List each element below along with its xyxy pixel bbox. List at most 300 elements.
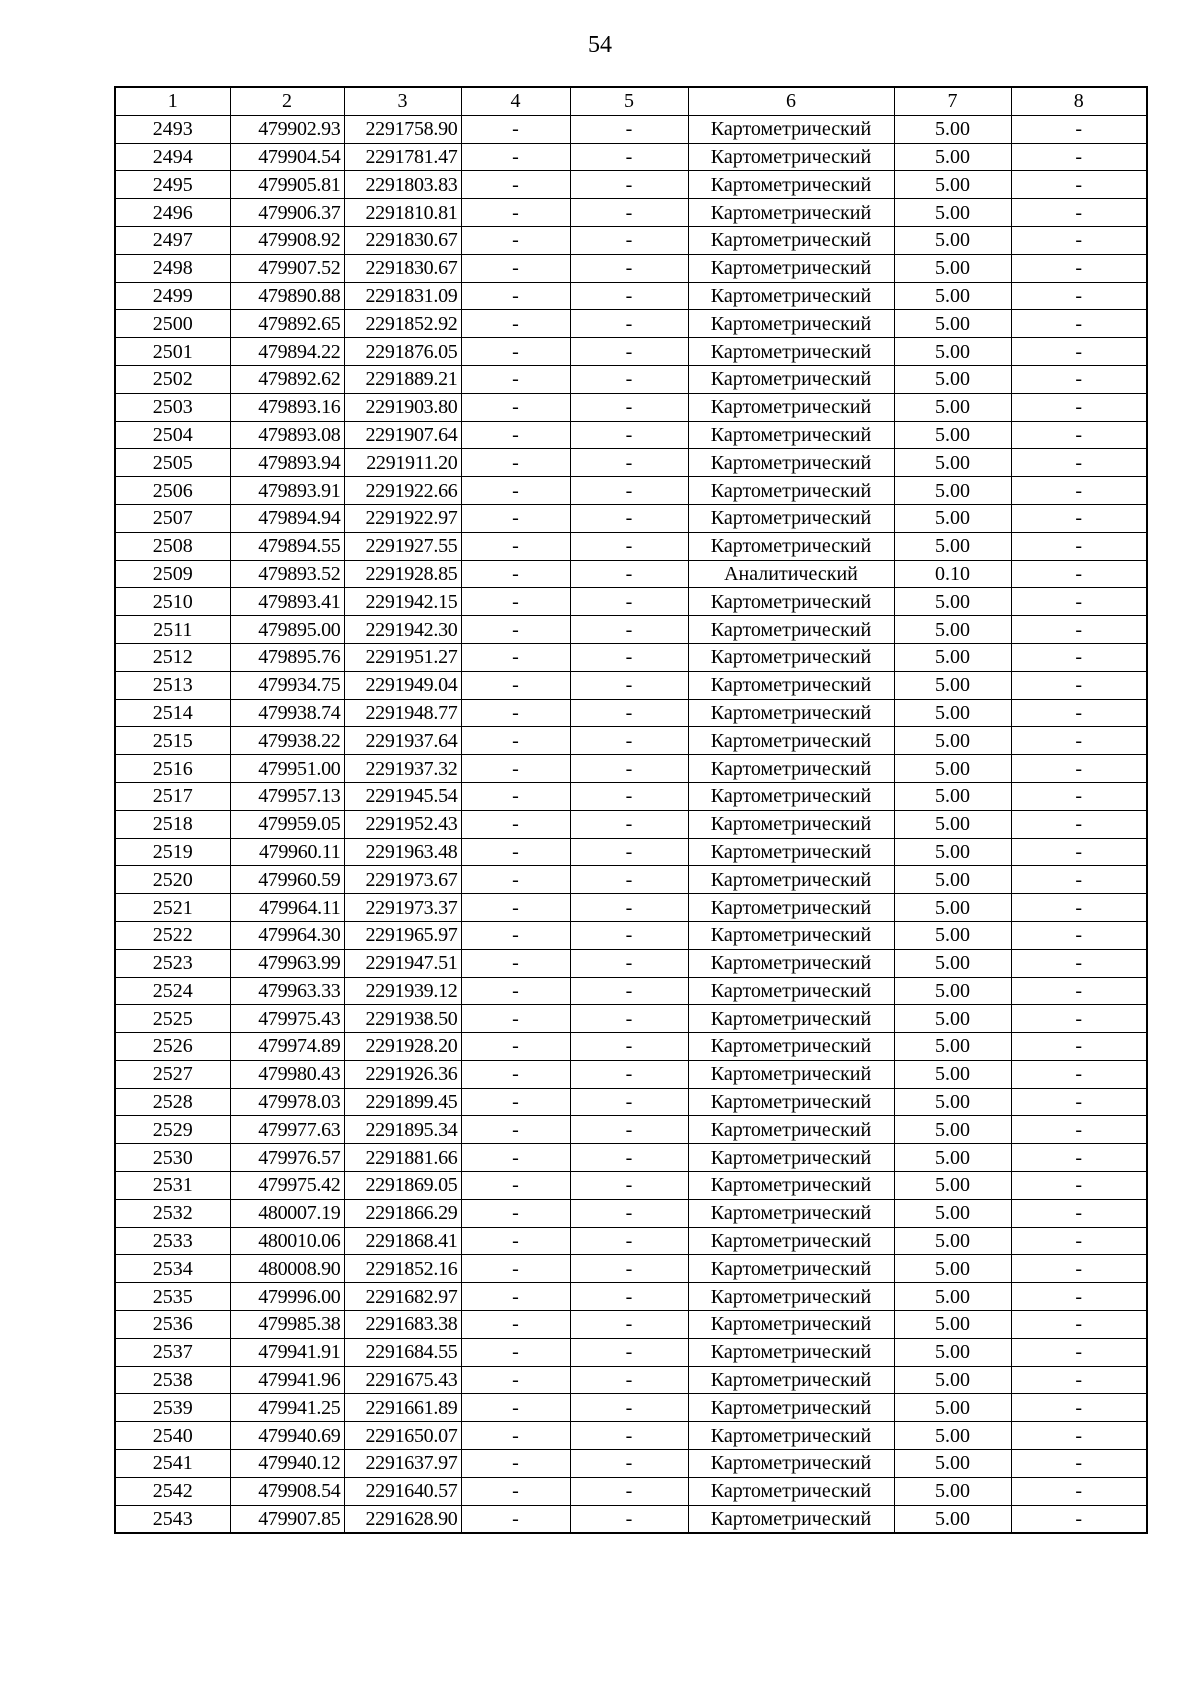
x-coordinate-cell: 479893.16 — [230, 393, 344, 421]
col4-cell: - — [461, 1227, 570, 1255]
x-coordinate-cell: 479957.13 — [230, 782, 344, 810]
accuracy-cell: 5.00 — [894, 727, 1011, 755]
accuracy-cell: 5.00 — [894, 1283, 1011, 1311]
col8-cell: - — [1011, 143, 1147, 171]
x-coordinate-cell: 479938.74 — [230, 699, 344, 727]
col4-cell: - — [461, 393, 570, 421]
y-coordinate-cell: 2291947.51 — [344, 949, 461, 977]
col5-cell: - — [570, 143, 688, 171]
col8-cell: - — [1011, 949, 1147, 977]
col4-cell: - — [461, 588, 570, 616]
point-number-cell: 2498 — [115, 254, 230, 282]
y-coordinate-cell: 2291684.55 — [344, 1338, 461, 1366]
table-row — [115, 1255, 1147, 1283]
col4-cell: - — [461, 226, 570, 254]
y-coordinate-cell: 2291939.12 — [344, 977, 461, 1005]
table-row — [115, 1477, 1147, 1505]
method-cell: Картометрический — [688, 1505, 894, 1533]
col4-cell: - — [461, 1338, 570, 1366]
method-cell: Картометрический — [688, 1255, 894, 1283]
accuracy-cell: 5.00 — [894, 1505, 1011, 1533]
col4-cell: - — [461, 532, 570, 560]
col4-cell: - — [461, 921, 570, 949]
y-coordinate-cell: 2291899.45 — [344, 1088, 461, 1116]
col4-cell: - — [461, 1283, 570, 1311]
col8-cell: - — [1011, 1227, 1147, 1255]
col4-cell: - — [461, 1116, 570, 1144]
col5-cell: - — [570, 782, 688, 810]
col5-cell: - — [570, 365, 688, 393]
table-row — [115, 115, 1147, 143]
x-coordinate-cell: 479963.99 — [230, 949, 344, 977]
table-row — [115, 1144, 1147, 1172]
col8-cell: - — [1011, 393, 1147, 421]
x-coordinate-cell: 479892.62 — [230, 365, 344, 393]
point-number-cell: 2526 — [115, 1033, 230, 1061]
col4-cell: - — [461, 1422, 570, 1450]
header-row — [115, 87, 1147, 115]
method-cell: Картометрический — [688, 810, 894, 838]
col5-cell: - — [570, 1060, 688, 1088]
col8-cell: - — [1011, 1477, 1147, 1505]
col4-cell: - — [461, 338, 570, 366]
x-coordinate-cell: 479907.52 — [230, 254, 344, 282]
column-header: 4 — [461, 87, 570, 115]
col8-cell: - — [1011, 1311, 1147, 1339]
col8-cell: - — [1011, 838, 1147, 866]
accuracy-cell: 5.00 — [894, 199, 1011, 227]
point-number-cell: 2524 — [115, 977, 230, 1005]
col5-cell: - — [570, 560, 688, 588]
col8-cell: - — [1011, 1005, 1147, 1033]
x-coordinate-cell: 479941.91 — [230, 1338, 344, 1366]
table-row — [115, 1338, 1147, 1366]
table-row — [115, 782, 1147, 810]
col5-cell: - — [570, 838, 688, 866]
accuracy-cell: 5.00 — [894, 115, 1011, 143]
point-number-cell: 2521 — [115, 894, 230, 922]
col8-cell: - — [1011, 782, 1147, 810]
y-coordinate-cell: 2291965.97 — [344, 921, 461, 949]
x-coordinate-cell: 479951.00 — [230, 755, 344, 783]
accuracy-cell: 5.00 — [894, 588, 1011, 616]
table-row — [115, 977, 1147, 1005]
point-number-cell: 2501 — [115, 338, 230, 366]
col8-cell: - — [1011, 477, 1147, 505]
y-coordinate-cell: 2291928.85 — [344, 560, 461, 588]
y-coordinate-cell: 2291831.09 — [344, 282, 461, 310]
x-coordinate-cell: 479894.94 — [230, 504, 344, 532]
y-coordinate-cell: 2291683.38 — [344, 1311, 461, 1339]
accuracy-cell: 5.00 — [894, 365, 1011, 393]
col4-cell: - — [461, 1005, 570, 1033]
table-row — [115, 365, 1147, 393]
table-row — [115, 449, 1147, 477]
y-coordinate-cell: 2291927.55 — [344, 532, 461, 560]
col5-cell: - — [570, 1088, 688, 1116]
col5-cell: - — [570, 421, 688, 449]
accuracy-cell: 5.00 — [894, 171, 1011, 199]
x-coordinate-cell: 479906.37 — [230, 199, 344, 227]
table-row — [115, 921, 1147, 949]
col4-cell: - — [461, 1199, 570, 1227]
x-coordinate-cell: 479980.43 — [230, 1060, 344, 1088]
method-cell: Картометрический — [688, 1227, 894, 1255]
y-coordinate-cell: 2291852.92 — [344, 310, 461, 338]
y-coordinate-cell: 2291830.67 — [344, 226, 461, 254]
col4-cell: - — [461, 477, 570, 505]
accuracy-cell: 5.00 — [894, 616, 1011, 644]
col5-cell: - — [570, 199, 688, 227]
table-row — [115, 1283, 1147, 1311]
col5-cell: - — [570, 1199, 688, 1227]
table-row — [115, 393, 1147, 421]
col8-cell: - — [1011, 560, 1147, 588]
table-header — [115, 87, 1147, 115]
table-row — [115, 838, 1147, 866]
accuracy-cell: 5.00 — [894, 699, 1011, 727]
method-cell: Картометрический — [688, 671, 894, 699]
y-coordinate-cell: 2291938.50 — [344, 1005, 461, 1033]
y-coordinate-cell: 2291942.30 — [344, 616, 461, 644]
col4-cell: - — [461, 977, 570, 1005]
col5-cell: - — [570, 115, 688, 143]
col5-cell: - — [570, 894, 688, 922]
method-cell: Картометрический — [688, 616, 894, 644]
col5-cell: - — [570, 1116, 688, 1144]
col5-cell: - — [570, 504, 688, 532]
col5-cell: - — [570, 1144, 688, 1172]
col5-cell: - — [570, 1450, 688, 1478]
table-row — [115, 310, 1147, 338]
accuracy-cell: 5.00 — [894, 866, 1011, 894]
col8-cell: - — [1011, 866, 1147, 894]
x-coordinate-cell: 479893.41 — [230, 588, 344, 616]
accuracy-cell: 5.00 — [894, 1311, 1011, 1339]
accuracy-cell: 5.00 — [894, 755, 1011, 783]
method-cell: Картометрический — [688, 1477, 894, 1505]
col8-cell: - — [1011, 171, 1147, 199]
point-number-cell: 2532 — [115, 1199, 230, 1227]
table-row — [115, 532, 1147, 560]
col5-cell: - — [570, 310, 688, 338]
point-number-cell: 2531 — [115, 1172, 230, 1200]
method-cell: Картометрический — [688, 866, 894, 894]
point-number-cell: 2530 — [115, 1144, 230, 1172]
table-row — [115, 1172, 1147, 1200]
x-coordinate-cell: 479893.91 — [230, 477, 344, 505]
point-number-cell: 2535 — [115, 1283, 230, 1311]
method-cell: Картометрический — [688, 1283, 894, 1311]
point-number-cell: 2520 — [115, 866, 230, 894]
x-coordinate-cell: 479895.00 — [230, 616, 344, 644]
y-coordinate-cell: 2291949.04 — [344, 671, 461, 699]
accuracy-cell: 5.00 — [894, 1227, 1011, 1255]
accuracy-cell: 5.00 — [894, 894, 1011, 922]
y-coordinate-cell: 2291803.83 — [344, 171, 461, 199]
point-number-cell: 2505 — [115, 449, 230, 477]
accuracy-cell: 5.00 — [894, 838, 1011, 866]
col8-cell: - — [1011, 1422, 1147, 1450]
point-number-cell: 2503 — [115, 393, 230, 421]
table-row — [115, 1088, 1147, 1116]
table-row — [115, 755, 1147, 783]
col5-cell: - — [570, 1422, 688, 1450]
point-number-cell: 2527 — [115, 1060, 230, 1088]
col8-cell: - — [1011, 921, 1147, 949]
method-cell: Картометрический — [688, 1144, 894, 1172]
y-coordinate-cell: 2291907.64 — [344, 421, 461, 449]
point-number-cell: 2539 — [115, 1394, 230, 1422]
table-row — [115, 338, 1147, 366]
column-header: 3 — [344, 87, 461, 115]
x-coordinate-cell: 480010.06 — [230, 1227, 344, 1255]
col4-cell: - — [461, 449, 570, 477]
accuracy-cell: 5.00 — [894, 1338, 1011, 1366]
x-coordinate-cell: 479974.89 — [230, 1033, 344, 1061]
y-coordinate-cell: 2291781.47 — [344, 143, 461, 171]
x-coordinate-cell: 479940.69 — [230, 1422, 344, 1450]
accuracy-cell: 5.00 — [894, 810, 1011, 838]
table-row — [115, 254, 1147, 282]
col4-cell: - — [461, 949, 570, 977]
x-coordinate-cell: 479996.00 — [230, 1283, 344, 1311]
x-coordinate-cell: 479963.33 — [230, 977, 344, 1005]
page-number: 54 — [588, 32, 612, 58]
accuracy-cell: 5.00 — [894, 1255, 1011, 1283]
col5-cell: - — [570, 727, 688, 755]
table-body — [115, 115, 1147, 1533]
point-number-cell: 2518 — [115, 810, 230, 838]
point-number-cell: 2523 — [115, 949, 230, 977]
y-coordinate-cell: 2291682.97 — [344, 1283, 461, 1311]
x-coordinate-cell: 479975.42 — [230, 1172, 344, 1200]
point-number-cell: 2533 — [115, 1227, 230, 1255]
point-number-cell: 2516 — [115, 755, 230, 783]
method-cell: Картометрический — [688, 449, 894, 477]
col4-cell: - — [461, 755, 570, 783]
y-coordinate-cell: 2291675.43 — [344, 1366, 461, 1394]
col8-cell: - — [1011, 1172, 1147, 1200]
x-coordinate-cell: 479894.22 — [230, 338, 344, 366]
point-number-cell: 2513 — [115, 671, 230, 699]
col4-cell: - — [461, 866, 570, 894]
x-coordinate-cell: 479902.93 — [230, 115, 344, 143]
y-coordinate-cell: 2291637.97 — [344, 1450, 461, 1478]
method-cell: Картометрический — [688, 254, 894, 282]
accuracy-cell: 5.00 — [894, 1060, 1011, 1088]
table-row — [115, 1227, 1147, 1255]
col8-cell: - — [1011, 1116, 1147, 1144]
accuracy-cell: 5.00 — [894, 1005, 1011, 1033]
accuracy-cell: 5.00 — [894, 1199, 1011, 1227]
col4-cell: - — [461, 616, 570, 644]
y-coordinate-cell: 2291640.57 — [344, 1477, 461, 1505]
point-number-cell: 2528 — [115, 1088, 230, 1116]
col4-cell: - — [461, 1505, 570, 1533]
point-number-cell: 2509 — [115, 560, 230, 588]
point-number-cell: 2517 — [115, 782, 230, 810]
x-coordinate-cell: 479893.52 — [230, 560, 344, 588]
table-row — [115, 143, 1147, 171]
point-number-cell: 2500 — [115, 310, 230, 338]
table-row — [115, 199, 1147, 227]
table-row — [115, 1005, 1147, 1033]
col8-cell: - — [1011, 699, 1147, 727]
method-cell: Картометрический — [688, 1116, 894, 1144]
table-row — [115, 699, 1147, 727]
col8-cell: - — [1011, 1060, 1147, 1088]
table-row — [115, 1450, 1147, 1478]
table-row — [115, 1505, 1147, 1533]
x-coordinate-cell: 479959.05 — [230, 810, 344, 838]
col4-cell: - — [461, 1366, 570, 1394]
column-header: 2 — [230, 87, 344, 115]
y-coordinate-cell: 2291903.80 — [344, 393, 461, 421]
accuracy-cell: 5.00 — [894, 1088, 1011, 1116]
x-coordinate-cell: 479904.54 — [230, 143, 344, 171]
accuracy-cell: 5.00 — [894, 477, 1011, 505]
col8-cell: - — [1011, 365, 1147, 393]
method-cell: Картометрический — [688, 1366, 894, 1394]
x-coordinate-cell: 479985.38 — [230, 1311, 344, 1339]
col8-cell: - — [1011, 1450, 1147, 1478]
col8-cell: - — [1011, 1283, 1147, 1311]
point-number-cell: 2515 — [115, 727, 230, 755]
accuracy-cell: 5.00 — [894, 1172, 1011, 1200]
col4-cell: - — [461, 143, 570, 171]
accuracy-cell: 5.00 — [894, 254, 1011, 282]
column-header: 7 — [894, 87, 1011, 115]
method-cell: Картометрический — [688, 1060, 894, 1088]
point-number-cell: 2541 — [115, 1450, 230, 1478]
point-number-cell: 2538 — [115, 1366, 230, 1394]
col8-cell: - — [1011, 199, 1147, 227]
point-number-cell: 2508 — [115, 532, 230, 560]
x-coordinate-cell: 479978.03 — [230, 1088, 344, 1116]
table-row — [115, 1422, 1147, 1450]
accuracy-cell: 5.00 — [894, 1394, 1011, 1422]
point-number-cell: 2529 — [115, 1116, 230, 1144]
col5-cell: - — [570, 226, 688, 254]
col4-cell: - — [461, 199, 570, 227]
x-coordinate-cell: 479938.22 — [230, 727, 344, 755]
table-row — [115, 1033, 1147, 1061]
y-coordinate-cell: 2291881.66 — [344, 1144, 461, 1172]
col8-cell: - — [1011, 449, 1147, 477]
y-coordinate-cell: 2291895.34 — [344, 1116, 461, 1144]
col5-cell: - — [570, 949, 688, 977]
col5-cell: - — [570, 1255, 688, 1283]
col5-cell: - — [570, 1172, 688, 1200]
y-coordinate-cell: 2291911.20 — [344, 449, 461, 477]
column-header: 6 — [688, 87, 894, 115]
x-coordinate-cell: 479894.55 — [230, 532, 344, 560]
table-row — [115, 1311, 1147, 1339]
method-cell: Картометрический — [688, 727, 894, 755]
col8-cell: - — [1011, 1505, 1147, 1533]
y-coordinate-cell: 2291889.21 — [344, 365, 461, 393]
col5-cell: - — [570, 810, 688, 838]
y-coordinate-cell: 2291945.54 — [344, 782, 461, 810]
col8-cell: - — [1011, 1199, 1147, 1227]
point-number-cell: 2510 — [115, 588, 230, 616]
table-row — [115, 1060, 1147, 1088]
col8-cell: - — [1011, 671, 1147, 699]
x-coordinate-cell: 479893.94 — [230, 449, 344, 477]
point-number-cell: 2512 — [115, 643, 230, 671]
coordinates-table — [114, 86, 1148, 1534]
col8-cell: - — [1011, 504, 1147, 532]
col4-cell: - — [461, 421, 570, 449]
y-coordinate-cell: 2291758.90 — [344, 115, 461, 143]
y-coordinate-cell: 2291973.37 — [344, 894, 461, 922]
accuracy-cell: 5.00 — [894, 949, 1011, 977]
col5-cell: - — [570, 1311, 688, 1339]
col5-cell: - — [570, 532, 688, 560]
col5-cell: - — [570, 699, 688, 727]
col5-cell: - — [570, 1283, 688, 1311]
point-number-cell: 2493 — [115, 115, 230, 143]
col8-cell: - — [1011, 1033, 1147, 1061]
x-coordinate-cell: 479964.30 — [230, 921, 344, 949]
col5-cell: - — [570, 449, 688, 477]
y-coordinate-cell: 2291942.15 — [344, 588, 461, 616]
y-coordinate-cell: 2291922.66 — [344, 477, 461, 505]
col8-cell: - — [1011, 810, 1147, 838]
col8-cell: - — [1011, 977, 1147, 1005]
accuracy-cell: 5.00 — [894, 1366, 1011, 1394]
point-number-cell: 2543 — [115, 1505, 230, 1533]
accuracy-cell: 5.00 — [894, 643, 1011, 671]
point-number-cell: 2495 — [115, 171, 230, 199]
x-coordinate-cell: 479908.92 — [230, 226, 344, 254]
method-cell: Картометрический — [688, 1311, 894, 1339]
x-coordinate-cell: 479940.12 — [230, 1450, 344, 1478]
point-number-cell: 2540 — [115, 1422, 230, 1450]
method-cell: Картометрический — [688, 421, 894, 449]
col4-cell: - — [461, 1172, 570, 1200]
y-coordinate-cell: 2291810.81 — [344, 199, 461, 227]
point-number-cell: 2534 — [115, 1255, 230, 1283]
col8-cell: - — [1011, 1366, 1147, 1394]
col4-cell: - — [461, 1477, 570, 1505]
y-coordinate-cell: 2291937.64 — [344, 727, 461, 755]
point-number-cell: 2506 — [115, 477, 230, 505]
method-cell: Картометрический — [688, 1422, 894, 1450]
accuracy-cell: 5.00 — [894, 504, 1011, 532]
table-row — [115, 226, 1147, 254]
table-row — [115, 894, 1147, 922]
col4-cell: - — [461, 1311, 570, 1339]
y-coordinate-cell: 2291937.32 — [344, 755, 461, 783]
method-cell: Картометрический — [688, 1338, 894, 1366]
method-cell: Картометрический — [688, 477, 894, 505]
col8-cell: - — [1011, 254, 1147, 282]
col4-cell: - — [461, 1060, 570, 1088]
x-coordinate-cell: 479895.76 — [230, 643, 344, 671]
method-cell: Картометрический — [688, 699, 894, 727]
col4-cell: - — [461, 254, 570, 282]
method-cell: Картометрический — [688, 894, 894, 922]
col8-cell: - — [1011, 727, 1147, 755]
point-number-cell: 2494 — [115, 143, 230, 171]
col8-cell: - — [1011, 1088, 1147, 1116]
method-cell: Картометрический — [688, 1005, 894, 1033]
col4-cell: - — [461, 560, 570, 588]
x-coordinate-cell: 479934.75 — [230, 671, 344, 699]
col4-cell: - — [461, 1033, 570, 1061]
